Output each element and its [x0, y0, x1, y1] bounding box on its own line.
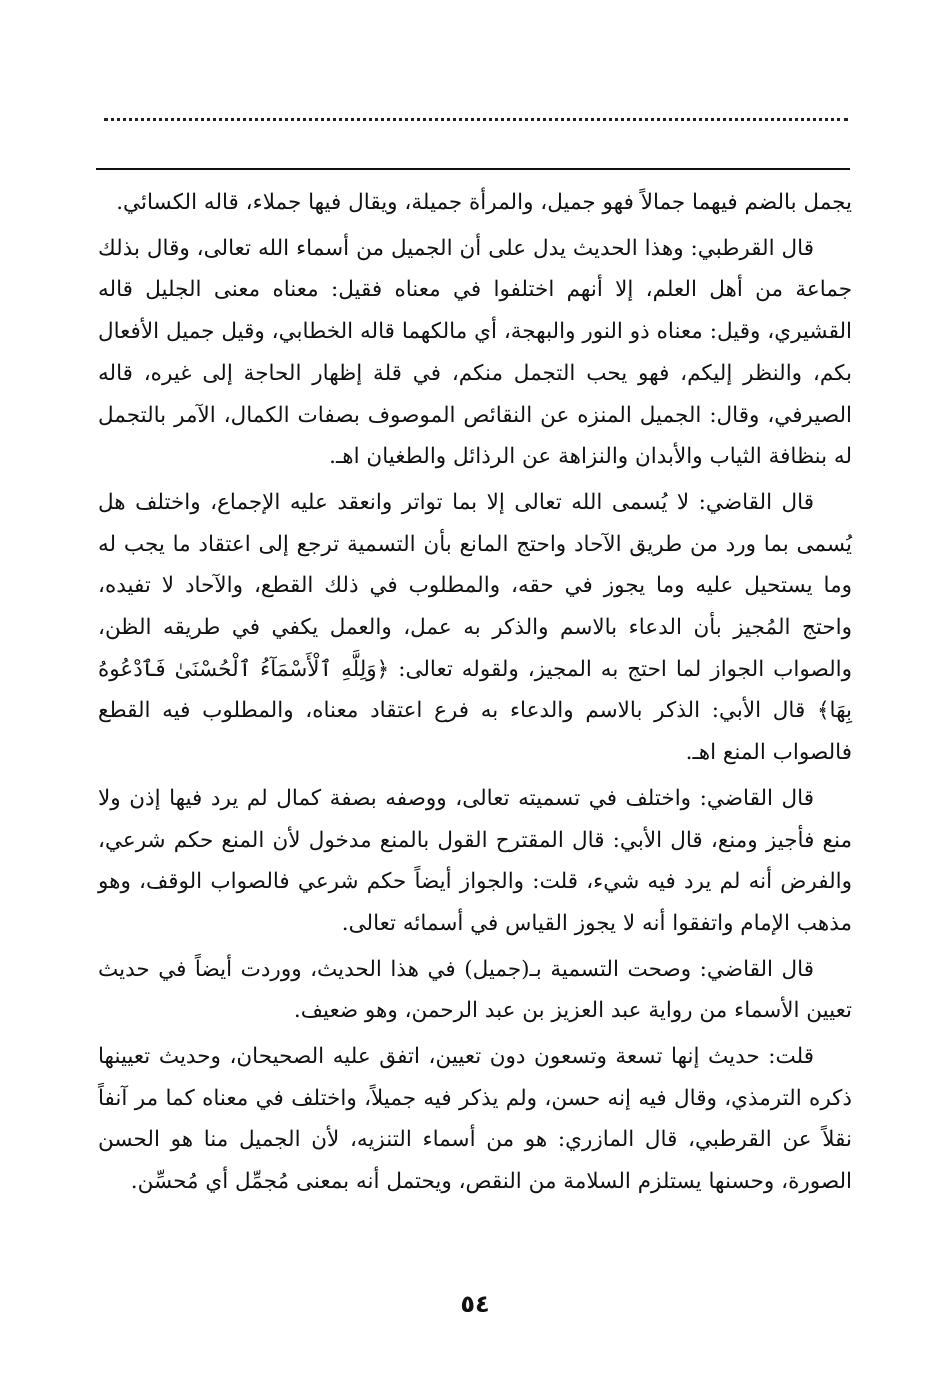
dotted-separator [104, 118, 848, 121]
paragraph: قال القاضي: لا يُسمى الله تعالى إلا بما تواتر وانعقد عليه الإجماع، واختلف هل يُسمى بما ورد من طريق الآحاد واحتج المانع بأن التسمية ترجع إلى اعتقاد ما يجب له وما يستحيل عليه وما يجوز في حقه، والمطلوب في ذلك القطع، والآحاد لا تفيده، واحتج المُجيز بأن الدعاء بالاسم والذكر به عمل، والعمل يكفي في طريقه الظن، والصواب الجواز لما احتج به المجيز، ولقوله تعالى: ﴿وَلِلَّهِ ٱلْأَسْمَآءُ ٱلْحُسْنَىٰ فَٱدْعُوهُ بِهَا﴾ قال الأبي: الذكر بالاسم والدعاء به فرع اعتقاد معناه، والمطلوب فيه القطع فالصواب المنع اهـ. [98, 489, 852, 766]
paragraph: قلت: حديث إنها تسعة وتسعون دون تعيين، اتفق عليه الصحيحان، وحديث تعيينها ذكره الترمذي، وقال فيه إنه حسن، ولم يذكر فيه جميلاً، واختلف في معناه كما مر آنفاً نقلاً عن القرطبي، قال المازري: هو من أسماء التنزيه، لأن الجميل منا هو الحسن الصورة، وحسنها يستلزم السلامة من النقص، ويحتمل أنه بمعنى مُجمِّل أي مُحسِّن. [98, 1044, 852, 1195]
page-number: ٥٤ [460, 1290, 490, 1318]
footnote-body [98, 182, 852, 1207]
paragraph: قال القاضي: واختلف في تسميته تعالى، ووصفه بصفة كمال لم يرد فيها إذن ولا منع فأجيز ومنع، قال الأبي: قال المقترح القول بالمنع مدخول لأن المنع حكم شرعي، والفرض أنه لم يرد فيه شيء، قلت: والجواز أيضاً حكم شرعي فالصواب الوقف، وهو مذهب الإمام واتفقوا أنه لا يجوز القياس في أسمائه تعالى. [98, 785, 852, 936]
paragraph: قال القرطبي: وهذا الحديث يدل على أن الجميل من أسماء الله تعالى، وقال بذلك جماعة من أهل العلم، إلا أنهم اختلفوا في معناه فقيل: معناه معنى الجليل قاله القشيري، وقيل: معناه ذو النور والبهجة، أي مالكهما قاله الخطابي، وقيل جميل الأفعال بكم، والنظر إليكم، فهو يحب التجمل منكم، في قلة إظهار الحاجة إلى غيره، قاله الصيرفي، وقال: الجميل المنزه عن النقائص الموصوف بصفات الكمال، الآمر بالتجمل له بنظافة الثياب والأبدان والنزاهة عن الرذائل والطغيان اهـ. [98, 235, 852, 470]
paragraph: قال القاضي: وصحت التسمية بـ(جميل) في هذا الحديث، ووردت أيضاً في حديث تعيين الأسماء من رواية عبد العزيز بن عبد الرحمن، وهو ضعيف. [98, 956, 852, 1024]
paragraph: يجمل بالضم فيهما جمالاً فهو جميل، والمرأة جميلة، ويقال فيها جملاء، قاله الكسائي. [116, 190, 852, 215]
footnote-rule [96, 168, 850, 170]
